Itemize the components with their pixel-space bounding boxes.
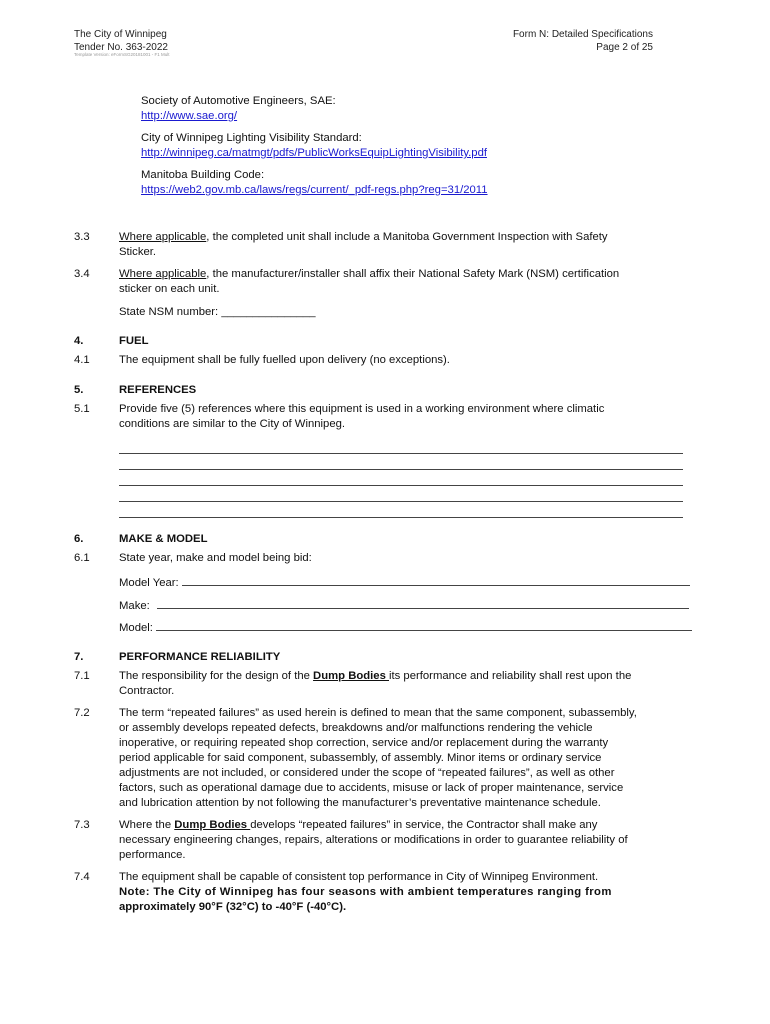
section-number: 4. [74,335,84,347]
model-field[interactable] [119,620,702,636]
section-number: 4.1 [74,354,90,366]
text-run: Sticker. [119,246,157,258]
text-run: develops “repeated failures” in service, the Contractor shall make any [250,819,598,831]
nsm-blank[interactable]: _______________ [221,306,316,318]
make-blank[interactable] [157,598,689,609]
reference-link[interactable]: https://web2.gov.mb.ca/laws/regs/current/_pdf-regs.php?reg=31/2011 [141,184,488,196]
text-line: The equipment shall be capable of consistent top performance in City of Winnipeg Environment. [119,871,599,883]
text-line: conditions are similar to the City of Winnipeg. [119,418,346,430]
where-applicable: Where applicable [119,231,207,243]
section-4-1-text: The equipment shall be fully fuelled upon delivery (no exceptions). [119,354,450,366]
text-line: period applicable for said component, subassembly, of assembly. Minor items or ordinary service [119,752,602,764]
text-line: or assembly develops repeated defects, breakdowns and/or malfunctions rendering the vehicle [119,722,593,734]
dump-bodies-term: Dump Bodies [174,819,251,831]
text-line: necessary engineering changes, repairs, alterations or modifications in order to guarantee reliability of [119,834,628,846]
section-7-2-text [119,706,702,811]
text-run: The responsibility for the design of the [119,670,314,682]
header-left [74,28,168,54]
text-line: Provide five (5) references where this equipment is used in a working environment where climatic [119,403,605,415]
text-line: adjustments are not included, or considered under the scope of “repeated failures”, as well as other [119,767,615,779]
header-right [513,28,653,54]
model-year-field[interactable] [119,575,702,591]
model-year-blank[interactable] [182,575,690,586]
note-line: approximately 90°F (32°C) to -40°F (-40°C). [119,901,347,913]
header-tender: Tender No. 363-2022 [74,42,168,53]
reference-blank-line[interactable] [119,453,683,454]
section-number: 6. [74,533,84,545]
text-run: Where the [119,819,175,831]
section-number: 7.2 [74,707,90,719]
section-5-1-text [119,402,702,432]
nsm-label: State NSM number: [119,306,222,318]
section-7-4-text [119,870,702,915]
text-line: factors, such as operational damage due to accidents, misuse or lack of proper maintenance, service [119,782,624,794]
make-field[interactable] [119,598,702,614]
model-label: Model: [119,622,153,634]
text-line: inoperative, or requiring repeated shop correction, service and/or replacement during the warranty [119,737,609,749]
reference-blank-line[interactable] [119,485,683,486]
template-note: Template Version: eFormSG20181001 - F1 Mult [74,52,170,57]
text-run: Contractor. [119,685,175,697]
reference-lighting [141,131,487,161]
section-7-1-text [119,669,702,699]
model-year-label: Model Year: [119,577,179,589]
reference-blank-line[interactable] [119,469,683,470]
reference-building-code [141,168,488,198]
where-applicable: Where applicable [119,268,207,280]
note-line: Note: The City of Winnipeg has four seasons with ambient temperatures ranging from [119,886,612,898]
nsm-number-field[interactable] [119,305,702,320]
text-run: , the manufacturer/installer shall affix their National Safety Mark (NSM) certification [206,268,620,280]
section-title-fuel: FUEL [119,335,149,347]
text-run: its performance and reliability shall rest upon the [389,670,632,682]
section-number: 7.1 [74,670,90,682]
header-page-number: Page 2 of 25 [596,42,653,53]
reference-name: Manitoba Building Code: [141,169,265,181]
section-number: 3.3 [74,231,90,243]
section-3-3-text [119,230,702,260]
section-number: 3.4 [74,268,90,280]
reference-name: Society of Automotive Engineers, SAE: [141,95,336,107]
header-form-title: Form N: Detailed Specifications [512,29,653,40]
section-number: 7.4 [74,871,90,883]
text-run: , the completed unit shall include a Manitoba Government Inspection with Safety [206,231,608,243]
text-line: performance. [119,849,186,861]
section-3-4-text [119,267,702,297]
section-number: 7. [74,651,84,663]
section-number: 5.1 [74,403,90,415]
reference-blank-line[interactable] [119,517,683,518]
make-label: Make: [119,600,150,612]
section-number: 6.1 [74,552,90,564]
section-number: 7.3 [74,819,90,831]
text-line: The term “repeated failures” as used herein is defined to mean that the same component, subassembly, [119,707,637,719]
section-title-performance: PERFORMANCE RELIABILITY [119,651,281,663]
reference-sae [141,94,336,124]
model-blank[interactable] [156,620,692,631]
reference-name: City of Winnipeg Lighting Visibility Standard: [141,132,362,144]
section-title-make-model: MAKE & MODEL [119,533,208,545]
reference-link[interactable]: http://winnipeg.ca/matmgt/pdfs/PublicWorksEquipLightingVisibility.pdf [141,147,487,159]
reference-link[interactable]: http://www.sae.org/ [141,110,238,122]
text-run: sticker on each unit. [119,283,220,295]
reference-blank-line[interactable] [119,501,683,502]
section-7-3-text [119,818,702,863]
header-city: The City of Winnipeg [74,29,167,40]
section-number: 5. [74,384,84,396]
section-6-1-text: State year, make and model being bid: [119,552,312,564]
section-title-references: REFERENCES [119,384,197,396]
text-line: and lubrication attention by not following the manufacturer’s preventative maintenance schedule. [119,797,601,809]
dump-bodies-term: Dump Bodies [313,670,389,682]
